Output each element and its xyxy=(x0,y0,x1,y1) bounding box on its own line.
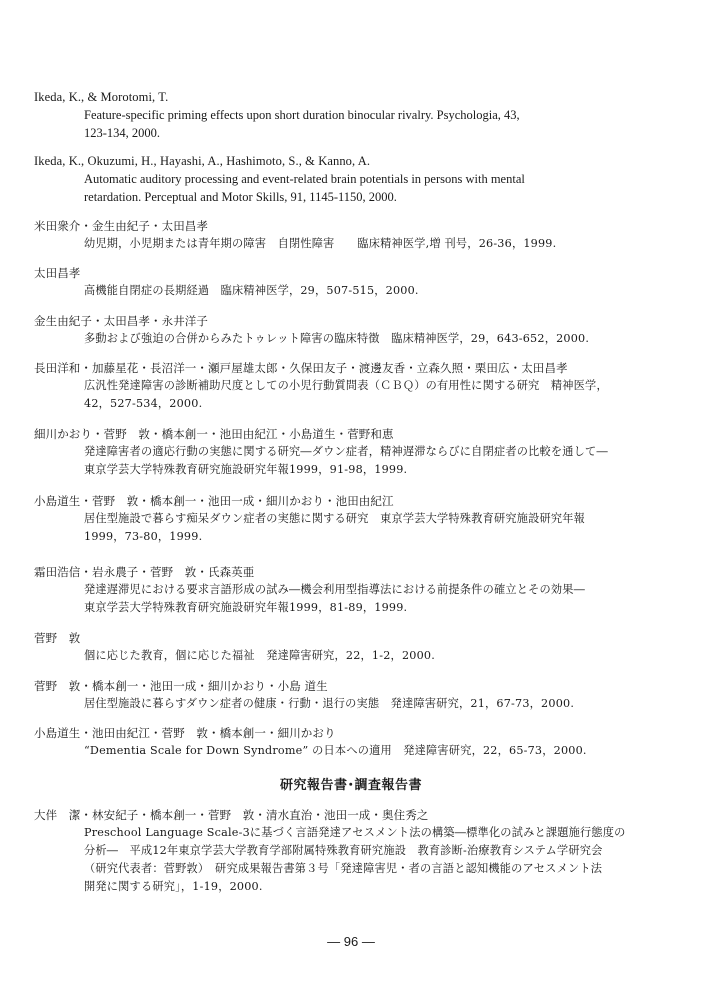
reference-authors: 霜田浩信・岩永農子・菅野 敦・氏森英亜 xyxy=(34,565,255,579)
reference-text: 1999，73-80，1999. xyxy=(84,530,203,543)
reference-entry xyxy=(34,724,674,760)
reference-authors: 小島道生・池田由紀江・菅野 敦・橋本創一・細川かおり xyxy=(34,726,336,740)
reference-entry xyxy=(34,629,674,665)
reference-entry xyxy=(34,217,674,253)
reference-entry xyxy=(34,563,674,617)
reference-authors: 菅野 敦 xyxy=(34,631,81,645)
reference-text: 123-134, 2000. xyxy=(84,126,161,140)
reference-text: 42，527-534，2000. xyxy=(84,397,203,410)
report-text: 分析― 平成12年東京学芸大学教育学部附属特殊教育研究施設 教育診断-治療教育システム学研究会 xyxy=(84,844,603,857)
reference-entry xyxy=(34,425,674,479)
reference-entry xyxy=(34,312,674,348)
report-text: （研究代表者：菅野敦） 研究成果報告書第３号「発達障害児・者の言語と認知機能のアセスメント法 xyxy=(84,862,603,875)
reference-text: 居住型施設に暮らすダウン症者の健康・行動・退行の実態 発達障害研究，21，67-73，2000. xyxy=(84,697,575,710)
reference-text: 多動および強迫の合併からみたトゥレット障害の臨床特徴 臨床精神医学，29，643-652，2000. xyxy=(84,332,590,345)
reference-text: 発達遅滞児における要求言語形成の試み―機会利用型指導法における前提条件の確立とその効果― xyxy=(84,583,586,596)
reference-authors: 小島道生・菅野 敦・橋本創一・池田一成・細川かおり・池田由紀江 xyxy=(34,494,394,508)
reference-text: 発達障害者の適応行動の実態に関する研究―ダウン症者，精神遅滞ならびに自閉症者の比較を通して― xyxy=(84,445,608,458)
reference-text: 高機能自閉症の長期経過 臨床精神医学，29，507-515，2000. xyxy=(84,284,419,297)
section-heading: 研究報告書･調査報告書 xyxy=(279,778,422,793)
page-number: ― 96 ― xyxy=(327,934,375,949)
report-text: 開発に関する研究」，1-19，2000. xyxy=(84,880,263,893)
reference-text: “Dementia Scale for Down Syndrome” の日本への適用 発達障害研究，22，65-73，2000. xyxy=(84,744,587,757)
reference-authors: Ikeda, K., Okuzumi, H., Hayashi, A., Hashimoto, S., & Kanno, A. xyxy=(34,154,371,168)
reference-authors: Ikeda, K., & Morotomi, T. xyxy=(34,90,169,104)
reference-authors: 米田衆介・金生由紀子・太田昌孝 xyxy=(34,219,208,233)
reference-entry xyxy=(34,152,674,206)
reference-authors: 金生由紀子・太田昌孝・永井洋子 xyxy=(34,314,208,328)
report-entry xyxy=(34,806,674,896)
reference-authors: 長田洋和・加藤星花・長沼洋一・瀬戸屋雄太郎・久保田友子・渡邊友香・立森久照・栗田広・太田昌孝 xyxy=(34,361,568,375)
reference-authors: 菅野 敦・橋本創一・池田一成・細川かおり・小島 道生 xyxy=(34,679,328,693)
reference-text: retardation. Perceptual and Motor Skills, 91, 1145-1150, 2000. xyxy=(84,190,397,204)
reference-text: Automatic auditory processing and event-related brain potentials in persons with mental xyxy=(84,172,525,186)
reference-text: 居住型施設で暮らす痴呆ダウン症者の実態に関する研究 東京学芸大学特殊教育研究施設研究年報 xyxy=(84,512,586,525)
reference-authors: 太田昌孝 xyxy=(34,266,81,280)
reference-text: 東京学芸大学特殊教育研究施設研究年報1999，81-89，1999. xyxy=(84,601,408,614)
reference-text: 幼児期，小児期または青年期の障害 自閉性障害 臨床精神医学,増 刊号，26-36，1999. xyxy=(84,237,557,250)
reference-entry xyxy=(34,264,674,300)
reference-text: 東京学芸大学特殊教育研究施設研究年報1999，91-98，1999. xyxy=(84,463,408,476)
reference-entry xyxy=(34,88,674,142)
reference-text: 個に応じた教育，個に応じた福祉 発達障害研究，22，1-2，2000. xyxy=(84,649,435,662)
reference-entry xyxy=(34,677,674,713)
report-text: Preschool Language Scale-3に基づく言語発達アセスメント法の構築―標準化の試みと課題施行態度の xyxy=(84,826,626,839)
reference-entry xyxy=(34,492,674,546)
reference-text: 広汎性発達障害の診断補助尺度としての小児行動質問表（ＣＢＱ）の有用性に関する研究 精神医学， xyxy=(84,379,608,392)
reference-entry xyxy=(34,359,674,413)
reference-authors: 細川かおり・菅野 敦・橋本創一・池田由紀江・小島道生・菅野和恵 xyxy=(34,427,394,441)
report-authors: 大伴 潔・林安紀子・橋本創一・菅野 敦・清水直治・池田一成・奥住秀之 xyxy=(34,808,429,822)
reference-text: Feature-specific priming effects upon short duration binocular rivalry. Psychologia, 43, xyxy=(84,108,520,122)
